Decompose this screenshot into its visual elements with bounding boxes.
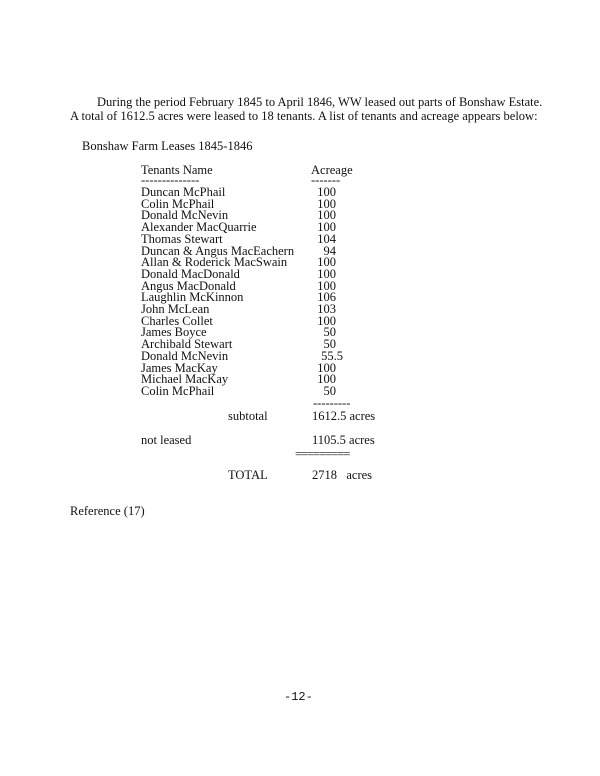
column-header-acreage: Acreage [311, 163, 353, 177]
tenant-acreage: 100 [317, 185, 336, 199]
tenant-acreage: 100 [317, 196, 336, 211]
tenant-acreage: 106 [317, 290, 336, 305]
table-title: Bonshaw Farm Leases 1845-1846 [82, 139, 253, 153]
tenant-name: James Boyce [141, 325, 207, 340]
tenant-name: Charles Collet [141, 313, 213, 328]
tenant-acreage: 103 [317, 302, 336, 316]
tenant-name: Duncan McPhail [141, 185, 226, 199]
total-rule: ========= [295, 447, 350, 461]
tenant-name: Colin McPhail [141, 383, 215, 398]
tenant-acreage: 100 [317, 360, 336, 375]
subtotal-rule: --------- [313, 396, 351, 410]
tenant-acreage: 100 [317, 255, 336, 270]
tenant-acreage: 100 [317, 313, 336, 328]
tenant-name: Donald MacDonald [141, 266, 240, 281]
tenant-name: Laughlin McKinnon [141, 290, 244, 305]
tenant-acreage: 100 [317, 208, 336, 223]
name-header-rule: -------------- [141, 173, 200, 187]
tenant-name: John McLean [141, 302, 210, 316]
tenant-name: Donald McNevin [141, 348, 229, 363]
tenant-name: James MacKay [141, 360, 218, 375]
tenant-acreage: 100 [317, 220, 336, 235]
tenant-name: Thomas Stewart [141, 231, 223, 246]
tenant-acreage: 55.5 [321, 348, 343, 363]
tenant-name: Donald McNevin [141, 208, 229, 223]
tenant-name: Colin McPhail [141, 196, 215, 211]
tenant-acreage: 100 [317, 278, 336, 293]
not-leased-label: not leased [141, 433, 192, 447]
tenant-acreage: 100 [317, 372, 336, 387]
subtotal-label: subtotal [228, 409, 268, 423]
tenant-name: Archibald Stewart [141, 337, 233, 352]
subtotal-value: 1612.5 acres [312, 409, 376, 423]
tenant-name: Michael MacKay [141, 372, 229, 387]
tenant-acreage: 100 [317, 266, 336, 281]
acreage-header-rule: ------- [311, 173, 341, 187]
tenant-acreage: 50 [323, 383, 336, 398]
tenant-name: Angus MacDonald [141, 278, 236, 293]
tenant-acreage: 50 [323, 325, 336, 340]
intro-line-1: During the period February 1845 to April 1846, WW leased out parts of Bonshaw Estate. [97, 95, 543, 109]
column-header-name: Tenants Name [141, 163, 213, 177]
tenant-acreage: 94 [323, 243, 336, 258]
total-label: TOTAL [228, 468, 268, 482]
not-leased-value: 1105.5 acres [312, 433, 375, 447]
page-number: -12- [284, 690, 313, 704]
reference-note: Reference (17) [70, 504, 145, 518]
tenant-acreage: 50 [323, 337, 336, 352]
tenant-name: Duncan & Angus MacEachern [141, 243, 295, 258]
tenant-name: Allan & Roderick MacSwain [141, 255, 288, 270]
tenant-name: Alexander MacQuarrie [141, 220, 257, 235]
total-value: 2718 acres [312, 468, 373, 482]
intro-line-2: A total of 1612.5 acres were leased to 18 tenants. A list of tenants and acreage appears below: [70, 109, 538, 123]
tenant-acreage: 104 [317, 231, 336, 246]
